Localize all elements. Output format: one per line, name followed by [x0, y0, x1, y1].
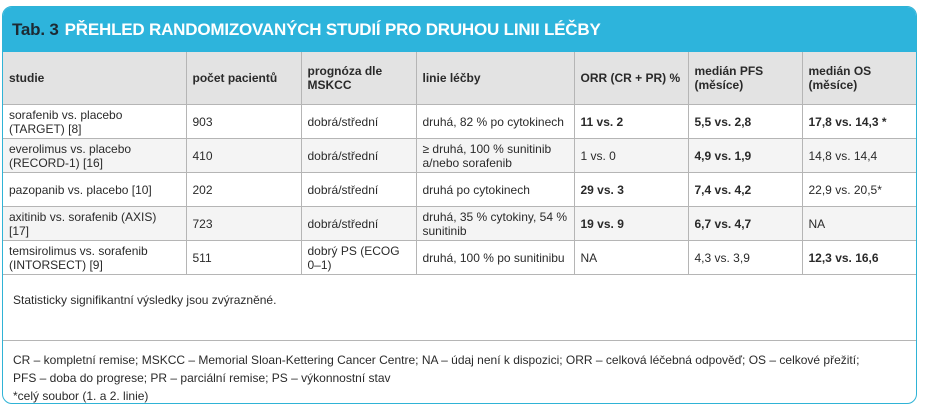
cell-orr: 29 vs. 3 — [574, 173, 688, 207]
cell-os: 22,9 vs. 20,5* — [802, 173, 916, 207]
cell-line: druhá po cytokinech — [416, 173, 574, 207]
cell-os: 17,8 vs. 14,3 * — [802, 105, 916, 139]
cell-patients: 511 — [186, 241, 301, 275]
cell-study: temsirolimus vs. sorafenib (INTORSECT) [9] — [3, 241, 186, 275]
cell-orr: 19 vs. 9 — [574, 207, 688, 241]
cell-line: druhá, 100 % po sunitinibu — [416, 241, 574, 275]
cell-orr: NA — [574, 241, 688, 275]
cell-line: ≥ druhá, 100 % sunitinib a/nebo sorafenib — [416, 139, 574, 173]
legend-line: CR – kompletní remise; MSKCC – Memorial Sloan-Kettering Cancer Centre; NA – údaj není k dispozici; ORR – celková léčebná odpověď; OS – celkové přežití; — [13, 353, 860, 367]
table-frame — [2, 6, 917, 404]
header-orr: ORR (CR + PR) % — [574, 52, 688, 105]
table-title: PŘEHLED RANDOMIZOVANÝCH STUDIÍ PRO DRUHOU LINII LÉČBY — [64, 19, 601, 39]
cell-study: pazopanib vs. placebo [10] — [3, 173, 186, 207]
legend-line: PFS – doba do progrese; PR – parciální remise; PS – výkonnostní stav — [13, 371, 391, 385]
table-row — [3, 105, 916, 139]
header-pfs: medián PFS (měsíce) — [688, 52, 802, 105]
studies-table — [3, 52, 916, 275]
cell-pfs: 4,9 vs. 1,9 — [688, 139, 802, 173]
cell-prognosis: dobrá/střední — [301, 173, 416, 207]
cell-prognosis: dobrá/střední — [301, 207, 416, 241]
abbreviations-legend — [3, 341, 916, 404]
table-header-row — [3, 52, 916, 105]
cell-os: NA — [802, 207, 916, 241]
cell-patients: 723 — [186, 207, 301, 241]
table-row — [3, 139, 916, 173]
cell-orr: 1 vs. 0 — [574, 139, 688, 173]
cell-prognosis: dobrý PS (ECOG 0–1) — [301, 241, 416, 275]
cell-pfs: 5,5 vs. 2,8 — [688, 105, 802, 139]
cell-orr: 11 vs. 2 — [574, 105, 688, 139]
cell-patients: 410 — [186, 139, 301, 173]
cell-pfs: 4,3 vs. 3,9 — [688, 241, 802, 275]
cell-prognosis: dobrá/střední — [301, 105, 416, 139]
header-os: medián OS (měsíce) — [802, 52, 916, 105]
table-number: Tab. 3 — [12, 19, 59, 39]
cell-line: druhá, 82 % po cytokinech — [416, 105, 574, 139]
cell-study: axitinib vs. sorafenib (AXIS) [17] — [3, 207, 186, 241]
table-row — [3, 207, 916, 241]
significance-note: Statisticky signifikantní výsledky jsou zvýrazněné. — [3, 275, 916, 341]
cell-os: 12,3 vs. 16,6 — [802, 241, 916, 275]
header-patients: počet pacientů — [186, 52, 301, 105]
header-prognosis: prognóza dle MSKCC — [301, 52, 416, 105]
cell-study: sorafenib vs. placebo (TARGET) [8] — [3, 105, 186, 139]
legend-line: *celý soubor (1. a 2. linie) — [13, 389, 149, 403]
cell-pfs: 7,4 vs. 4,2 — [688, 173, 802, 207]
header-line: linie léčby — [416, 52, 574, 105]
table-row — [3, 173, 916, 207]
cell-patients: 903 — [186, 105, 301, 139]
header-study: studie — [3, 52, 186, 105]
table-title-bar — [3, 7, 916, 52]
cell-patients: 202 — [186, 173, 301, 207]
cell-prognosis: dobrá/střední — [301, 139, 416, 173]
table-row — [3, 241, 916, 275]
cell-line: druhá, 35 % cytokiny, 54 % sunitinib — [416, 207, 574, 241]
cell-os: 14,8 vs. 14,4 — [802, 139, 916, 173]
cell-pfs: 6,7 vs. 4,7 — [688, 207, 802, 241]
cell-study: everolimus vs. placebo (RECORD-1) [16] — [3, 139, 186, 173]
